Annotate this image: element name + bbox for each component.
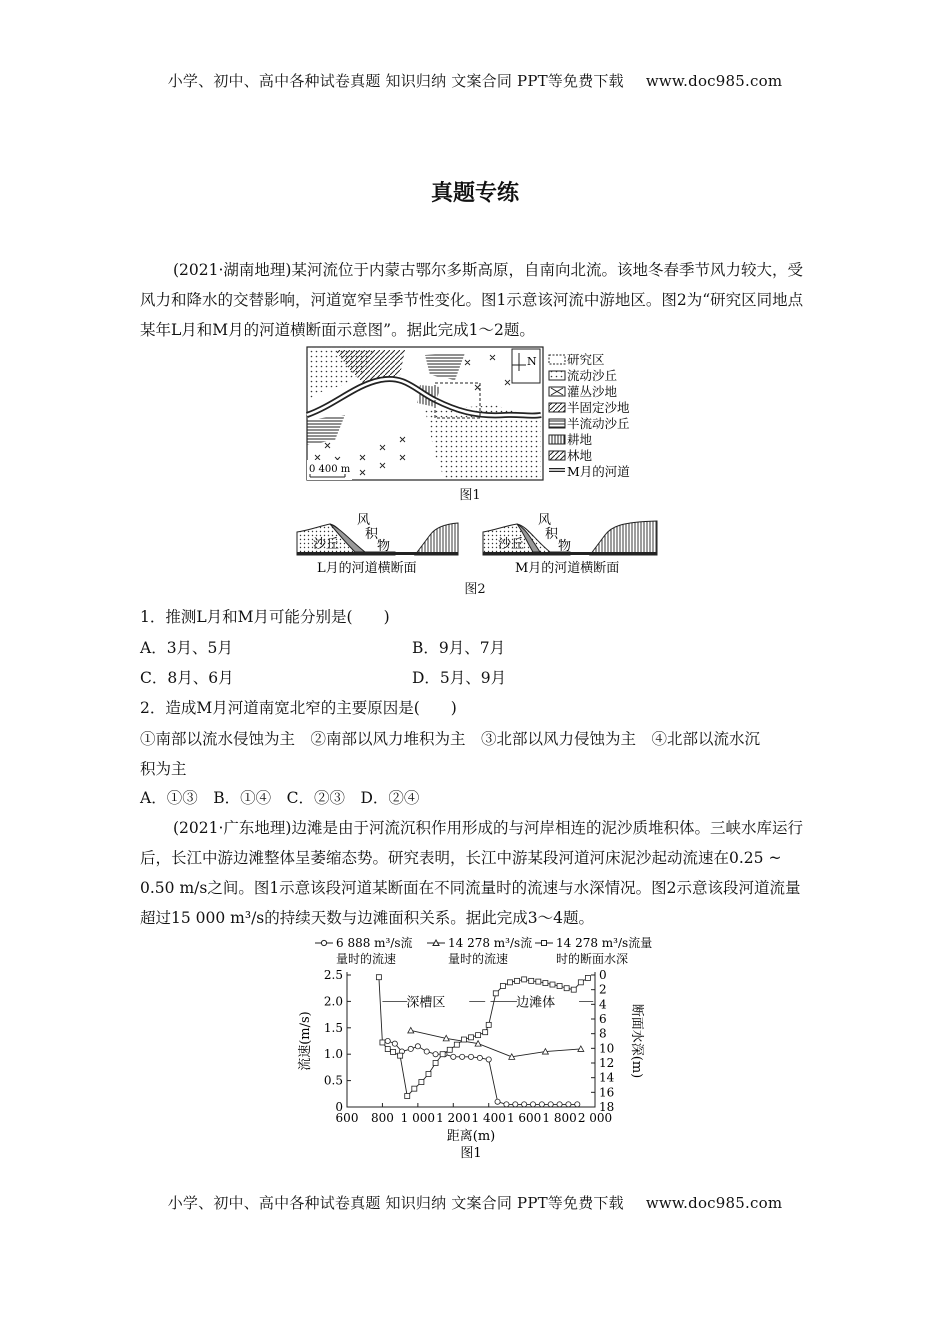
q1-stem: 1．推测L月和M月可能分别是( ) [140,608,390,626]
data-point-circle [530,1102,535,1107]
figure2-caption: 图2 [464,582,486,597]
data-point-square [585,975,590,980]
y2-tick-label: 16 [599,1085,615,1100]
data-point-square [493,991,498,996]
q2-stem: 2．造成M月河道南宽北窄的主要原因是( ) [140,699,457,717]
data-point-circle [424,1049,429,1054]
data-point-square [557,984,562,989]
wind-label: 积 [545,527,559,542]
data-point-square [398,1053,403,1058]
data-point-square [419,1080,424,1085]
scale-label: 0 400 m [309,464,351,475]
annotation-point-bar: 边滩体 [516,995,556,1011]
x-axis-label: 距离(m) [446,1129,496,1144]
wind-label: 风 [357,513,371,528]
data-point-square [426,1072,431,1077]
data-point-square [571,987,576,992]
x-tick-label: 1 000 [400,1111,436,1125]
data-point-square [380,1040,385,1045]
data-point-circle [385,1038,390,1043]
data-point-circle [548,1102,553,1107]
section-right-label: M月的河道横断面 [515,561,620,576]
data-point-square [405,1094,410,1099]
footer-text: 小学、初中、高中各种试卷真题 知识归纳 文案合同 PPT等免费下载 [167,1194,624,1212]
data-point-circle [557,1102,562,1107]
figure1-legend [549,352,630,479]
data-point-square [536,979,541,984]
data-point-square [543,981,548,986]
legend-label: 6 888 m³/s流 [336,936,413,950]
data-point-square [376,975,381,980]
page-title: 真题专练 [430,181,519,206]
series-line [388,1041,578,1104]
data-point-circle [522,1102,527,1107]
figure2-cross-sections [295,510,665,580]
legend-marker-square [542,941,547,946]
page-footer [0,1192,950,1213]
data-point-circle [575,1102,580,1107]
dune-label: 沙丘 [498,537,525,552]
data-point-circle [495,1099,500,1104]
chart-title: 图1 [460,1146,482,1160]
legend-item: 半固定沙地 [567,400,630,415]
data-point-square [550,982,555,987]
data-point-square [486,1022,491,1027]
data-point-circle [392,1041,397,1046]
legend-label: 时的断面水深 [556,952,629,966]
data-point-square [391,1050,396,1055]
legend-item: M月的河道 [567,464,630,479]
y2-tick-label: 2 [599,982,607,997]
figure1-caption: 图1 [459,488,481,503]
y-tick-label: 1.0 [323,1047,343,1062]
legend-item: 灌丛沙地 [567,384,618,399]
legend-item: 林地 [567,448,593,463]
data-point-circle [468,1054,473,1059]
data-point-square [385,1047,390,1052]
velocity-depth-chart [295,935,655,1160]
legend-item: 半流动沙丘 [567,416,630,431]
y-tick-label: 1.5 [323,1020,343,1035]
passage-1: (2021·湖南地理)某河流位于内蒙古鄂尔多斯高原，自南向北流。该地冬春季节风力较大，受风力和降水的交替影响，河道宽窄呈季节性变化。图1示意该河流中游地区。图2为“研究区同地点某年L月和M月的河道横断面示意图”。据此完成1～2题。 [140,261,804,339]
y2-tick-label: 12 [599,1056,615,1070]
data-point-square [522,977,527,982]
y2-tick-label: 14 [599,1070,615,1085]
data-point-square [507,980,512,985]
legend-label: 14 278 m³/s流 [448,936,533,950]
passage-2: (2021·广东地理)边滩是由于河流沉积作用形成的与河岸相连的泥沙质堆积体。三峡水库运行后，长江中游边滩整体呈萎缩态势。研究表明，长江中游某段河道河床泥沙起动流速在0.25 ~ 0.50 m/s之间。图1示意该段河道某断面在不同流量时的流速与水深情况。图2示意该段河道流量超过15 000 m³/s的持续天数与边滩面积关系。据此完成3～4题。 [140,819,803,927]
y-axis-label: 流速(m/s) [298,1011,313,1071]
y2-tick-label: 0 [599,968,607,982]
q1-option-b[interactable]: B．9月、7月 [412,639,506,657]
wind-label: 物 [558,539,572,554]
y2-tick-label: 4 [599,997,607,1012]
y-tick-label: 0 [335,1100,343,1114]
annotation-deep-channel: 深槽区 [406,995,446,1011]
data-point-square [454,1042,459,1047]
q2-items-line1: ①南部以流水侵蚀为主 ②南部以风力堆积为主 ③北部以风力侵蚀为主 ④北部以流水沉 [140,730,761,748]
page-header [0,70,950,91]
data-point-square [578,980,583,985]
data-point-square [476,1033,481,1038]
x-tick-label: 800 [370,1111,394,1125]
section-right [483,513,657,576]
figure1-map [305,345,650,485]
legend-item: 耕地 [567,432,593,447]
y-tick-label: 0.5 [323,1073,343,1088]
data-point-circle [504,1102,509,1107]
data-point-circle [415,1044,420,1049]
data-point-circle [566,1102,571,1107]
data-point-square [529,978,534,983]
x-tick-label: 1 200 [436,1111,471,1125]
data-point-square [483,1030,488,1035]
data-point-square [433,1061,438,1066]
legend-item: 研究区 [567,352,605,367]
y-tick-label: 2.0 [323,994,343,1009]
x-tick-label: 2 000 [577,1111,613,1125]
compass-label: N [527,355,537,368]
x-tick-label: 1 400 [471,1111,506,1125]
y-tick-label: 2.5 [323,968,343,982]
wind-label: 物 [377,539,391,554]
legend-label: 14 278 m³/s流量 [556,936,653,950]
y2-tick-label: 8 [599,1026,607,1041]
header-site[interactable]: www.doc985.com [645,72,783,90]
data-point-square [412,1086,417,1091]
legend-label: 量时的流速 [448,952,509,966]
legend-item: 流动沙丘 [567,368,618,383]
q1-option-a[interactable]: A．3月、5月 [140,639,233,657]
wind-label: 风 [538,513,552,528]
header-text: 小学、初中、高中各种试卷真题 知识归纳 文案合同 PPT等免费下载 [167,72,624,90]
data-point-circle [477,1055,482,1060]
data-point-circle [486,1057,491,1062]
data-point-circle [460,1054,465,1059]
y2-tick-label: 10 [599,1041,615,1056]
data-point-square [461,1037,466,1042]
data-point-square [447,1047,452,1052]
data-point-square [515,978,520,983]
x-tick-label: 1 600 [506,1111,542,1125]
q1-option-d[interactable]: D．5月、9月 [412,669,507,687]
data-point-square [440,1052,445,1057]
y2-tick-label: 18 [599,1100,615,1114]
q2-items-line2: 积为主 [140,760,187,778]
footer-site[interactable]: www.doc985.com [645,1194,783,1212]
section-left [297,513,458,576]
q1-option-c[interactable]: C．8月、6月 [140,669,234,687]
legend-label: 量时的流速 [336,952,397,966]
dune-label: 沙丘 [313,537,340,552]
data-point-square [564,986,569,991]
x-tick-label: 600 [335,1111,359,1125]
data-point-circle [408,1046,413,1051]
data-point-circle [539,1102,544,1107]
data-point-triangle [408,1027,414,1033]
data-point-circle [513,1102,518,1107]
wind-label: 积 [365,527,379,542]
y2-axis-label: 断面水深(m) [629,1003,644,1079]
data-point-circle [451,1054,456,1059]
y2-tick-label: 6 [599,1012,607,1026]
x-tick-label: 1 800 [542,1111,577,1125]
data-point-circle [433,1052,438,1057]
q2-options[interactable]: A．①③ B．①④ C．②③ D．②④ [140,789,420,807]
data-point-square [469,1035,474,1040]
data-point-square [500,984,505,989]
legend-marker-circle [321,940,326,945]
section-left-label: L月的河道横断面 [317,561,417,576]
